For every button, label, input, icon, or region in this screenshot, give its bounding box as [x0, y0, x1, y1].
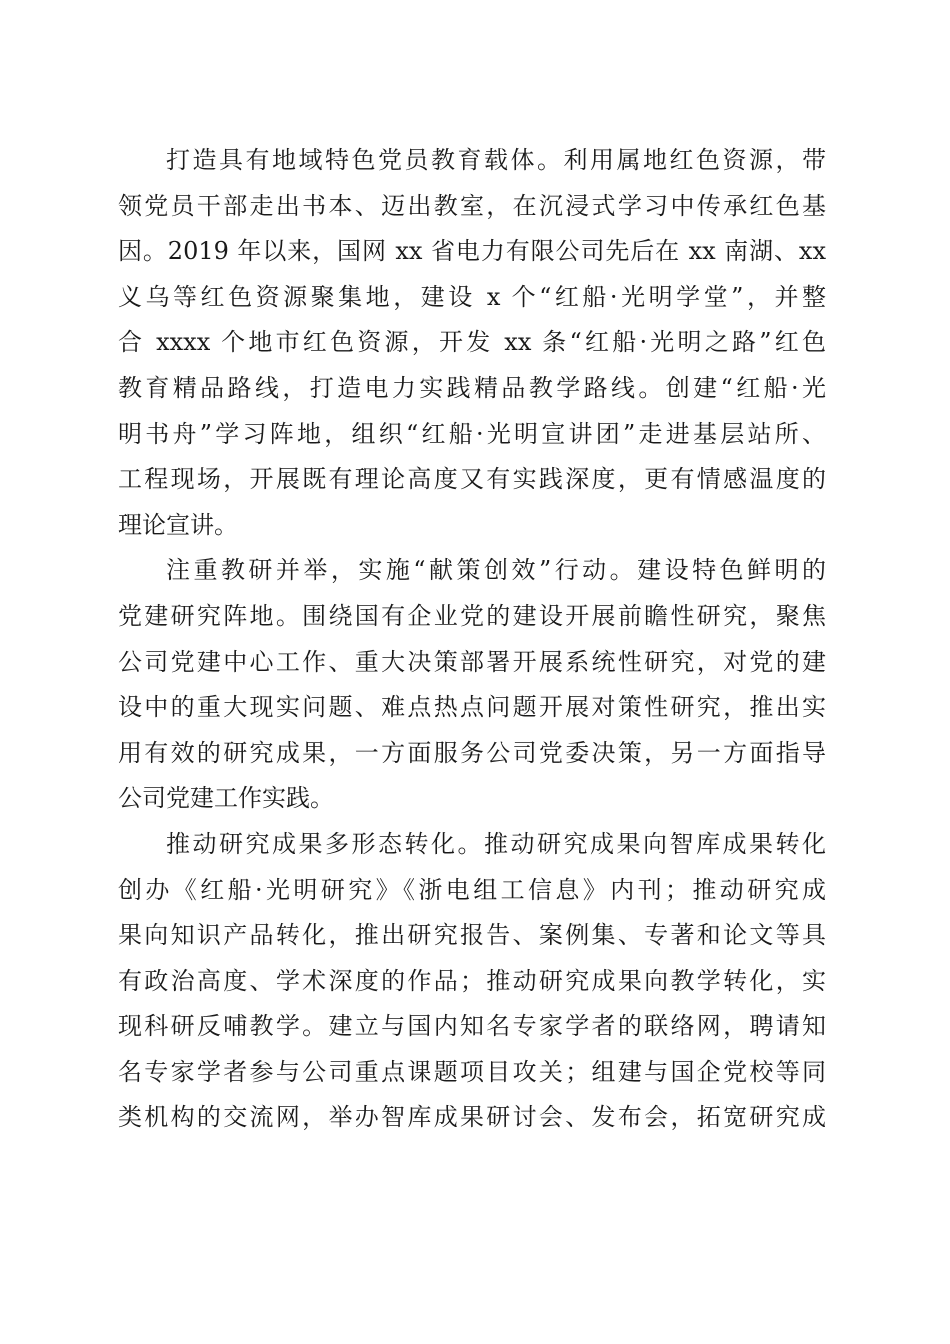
text-line: 现科研反哺教学。建立与国内知名专家学者的联络网，聘请知	[118, 1012, 826, 1041]
text-line: 领党员干部走出书本、迈出教室，在沉浸式学习中传承红色基	[118, 191, 826, 220]
text-line: 义乌等红色资源聚集地，建设 x 个“红船·光明学堂”，并整	[118, 282, 826, 311]
text-line: 打造具有地域特色党员教育载体。利用属地红色资源，带	[166, 146, 826, 174]
text-line: 设中的重大现实问题、难点热点问题开展对策性研究，推出实	[118, 693, 826, 722]
text-line: 类机构的交流网，举办智库成果研讨会、发布会，拓宽研究成	[118, 1103, 826, 1132]
document-body	[118, 138, 826, 1141]
text-line: 有政治高度、学术深度的作品；推动研究成果向教学转化，实	[118, 966, 826, 995]
paragraph-research-transformation	[118, 822, 826, 1141]
text-line: 公司党建中心工作、重大决策部署开展系统性研究，对党的建	[118, 647, 826, 676]
text-line: 创办《红船·光明研究》《浙电组工信息》内刊；推动研究成	[118, 875, 826, 904]
text-line: 理论宣讲。	[118, 510, 238, 539]
text-line: 注重教研并举，实施“献策创效”行动。建设特色鲜明的	[166, 556, 826, 585]
text-line: 工程现场，开展既有理论高度又有实践深度，更有情感温度的	[118, 465, 826, 494]
text-line: 名专家学者参与公司重点课题项目攻关；组建与国企党校等同	[118, 1057, 826, 1086]
text-line: 推动研究成果多形态转化。推动研究成果向智库成果转化	[166, 829, 826, 858]
text-line: 果向知识产品转化，推出研究报告、案例集、专著和论文等具	[118, 921, 826, 950]
paragraph-research-teaching	[118, 548, 826, 822]
text-line: 公司党建工作实践。	[118, 784, 334, 813]
text-line: 明书舟”学习阵地，组织“红船·光明宣讲团”走进基层站所、	[118, 419, 826, 448]
text-line: 教育精品路线，打造电力实践精品教学路线。创建“红船·光	[118, 373, 826, 402]
text-line: 用有效的研究成果，一方面服务公司党委决策，另一方面指导	[118, 738, 826, 767]
text-line: 党建研究阵地。围绕国有企业党的建设开展前瞻性研究，聚焦	[118, 601, 826, 630]
text-line: 合 xxxx 个地市红色资源，开发 xx 条“红船·光明之路”红色	[118, 328, 826, 357]
text-line: 因。2019 年以来，国网 xx 省电力有限公司先后在 xx 南湖、xx	[118, 237, 826, 266]
paragraph-red-education	[118, 138, 826, 548]
